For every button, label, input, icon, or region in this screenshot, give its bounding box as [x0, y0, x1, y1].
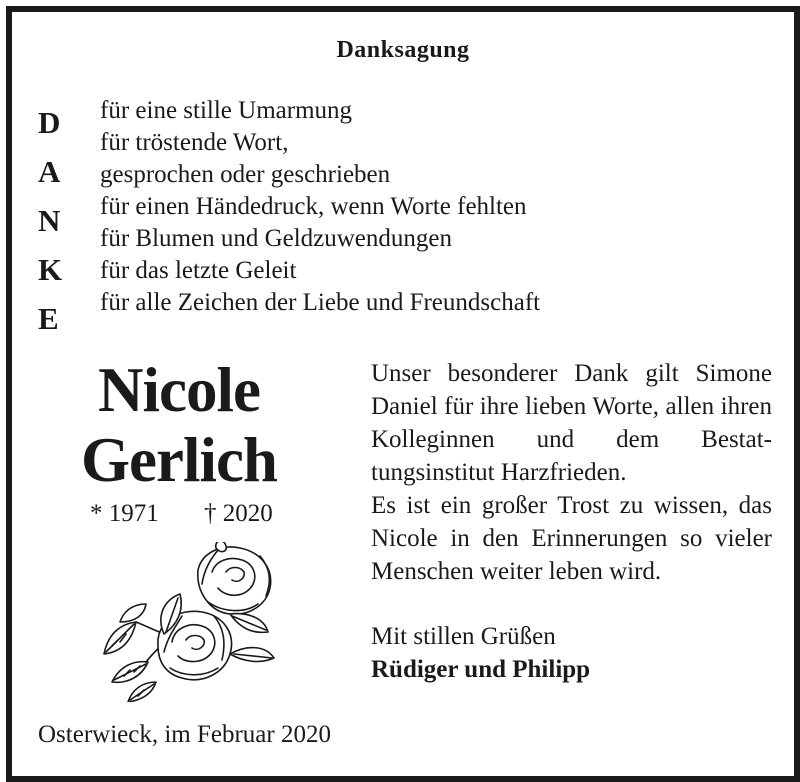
birth-year: * 1971 [90, 500, 159, 527]
thanks-line: für Blumen und Geldzuwendungen [100, 225, 453, 252]
acrostic-letter: E [38, 301, 59, 336]
acrostic-letter: N [38, 203, 61, 238]
thanks-text-block [371, 357, 772, 588]
death-year: † 2020 [204, 500, 273, 527]
thanks-line: für tröstende Wort, [100, 129, 289, 156]
comfort-paragraph: Es ist ein großer Trost zu wissen, das Nicole in den Erinnerungen so vieler Menschen weiter leben wird. [371, 492, 772, 585]
greeting: Mit stillen Grüßen [371, 623, 556, 650]
place-and-date: Osterwieck, im Februar 2020 [38, 721, 331, 748]
special-thanks-paragraph: Unser besonderer Dank gilt Simone Daniel für ihre lieben Worte, allen ihren Kolleginnen und dem Bestattungsinstitut Harzfrieden. [371, 360, 772, 486]
thanks-line: gesprochen oder geschrieben [100, 161, 391, 188]
acrostic-letter: K [38, 252, 63, 287]
acrostic-letter: A [38, 154, 61, 189]
rose-flower-icon [98, 542, 288, 702]
signatories: Rüdiger und Philipp [371, 656, 591, 683]
thanks-line: für das letzte Geleit [100, 257, 297, 284]
acrostic-letter: D [38, 105, 61, 140]
first-name: Nicole [98, 355, 260, 425]
last-name: Gerlich [81, 425, 277, 495]
heading: Danksagung [336, 37, 470, 63]
acrostic-letters [38, 98, 78, 343]
obituary-frame [6, 6, 800, 782]
thanks-line: für eine stille Umarmung [100, 97, 353, 124]
thanks-line: für einen Händedruck, wenn Worte fehlten [100, 193, 527, 220]
thanks-lines [100, 95, 540, 319]
thanks-line: für alle Zeichen der Liebe und Freundschaft [100, 289, 541, 316]
